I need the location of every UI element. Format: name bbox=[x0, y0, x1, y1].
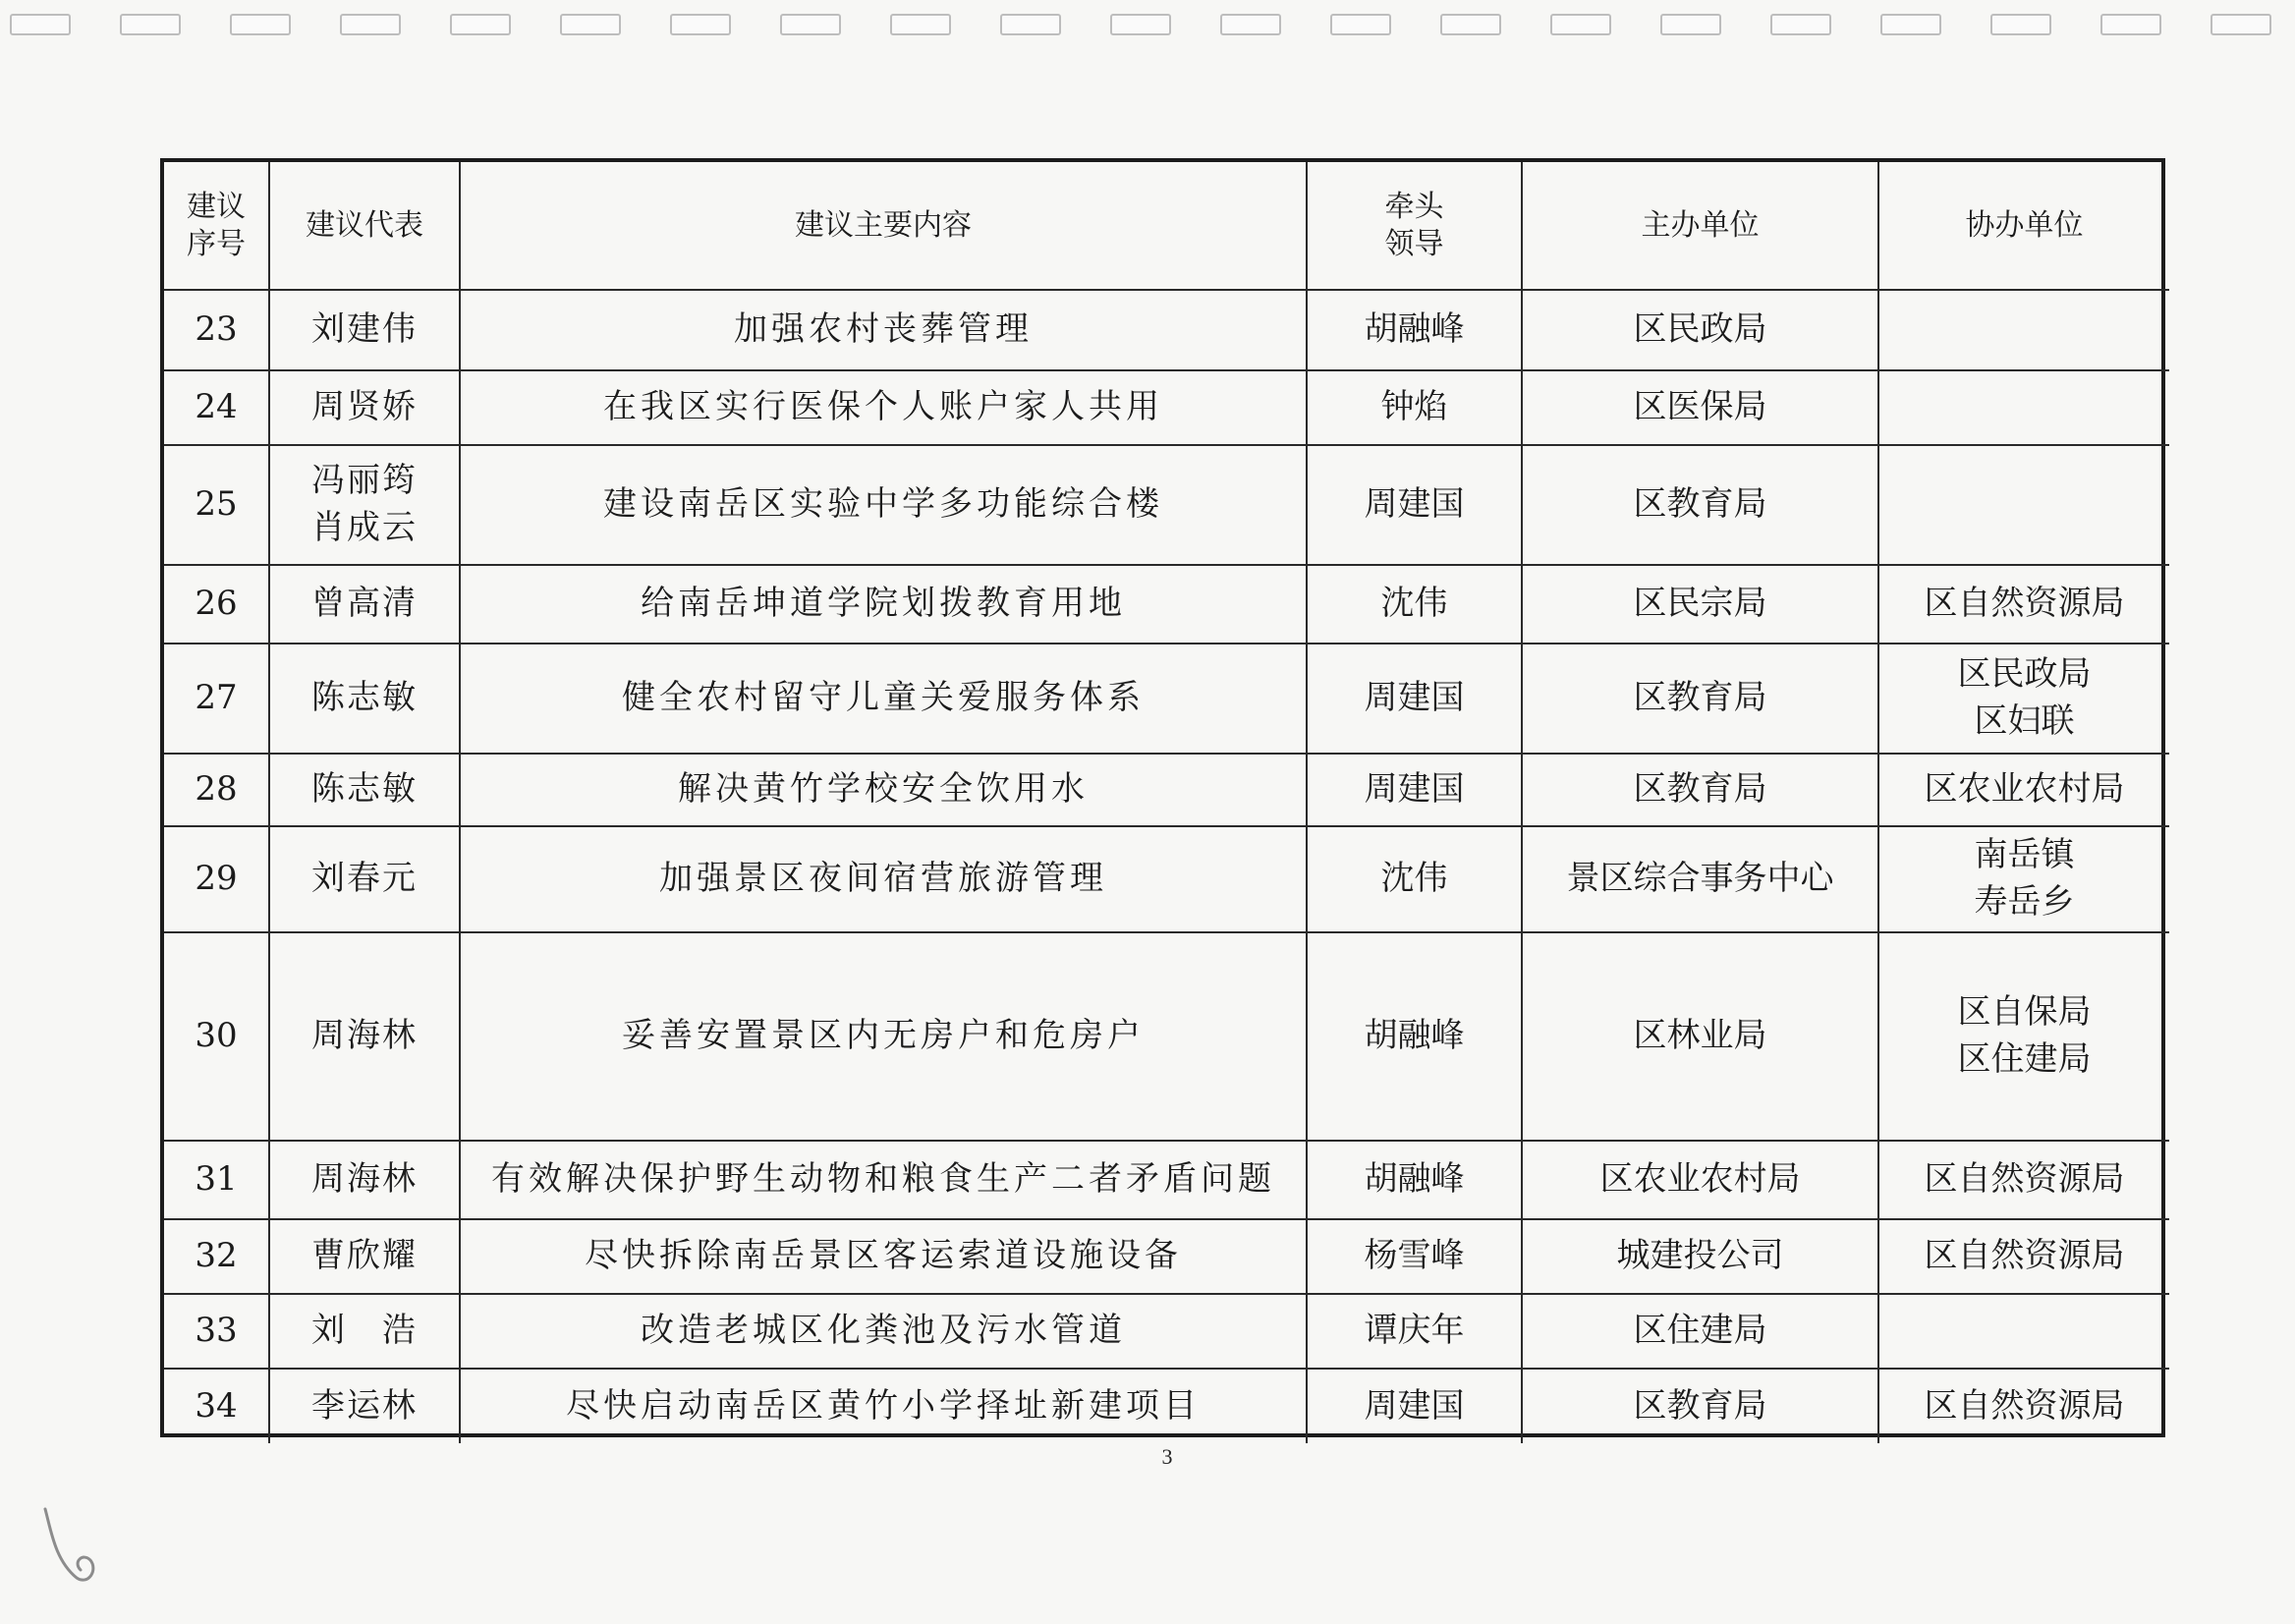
punch-hole bbox=[340, 14, 401, 35]
cell-content: 解决黄竹学校安全饮用水 bbox=[460, 754, 1307, 826]
representative-name: 周海林 bbox=[311, 1016, 418, 1056]
cell-representative bbox=[269, 644, 460, 754]
pen-mark bbox=[37, 1501, 126, 1590]
punch-hole bbox=[1330, 14, 1391, 35]
cell-assist-unit bbox=[1878, 370, 2169, 445]
cell-host-unit: 区教育局 bbox=[1522, 644, 1878, 754]
table-row bbox=[164, 1219, 2169, 1294]
cell-assist-unit bbox=[1878, 1294, 2169, 1369]
punch-hole bbox=[2100, 14, 2161, 35]
cell-seq: 30 bbox=[164, 932, 269, 1141]
cell-content: 在我区实行医保个人账户家人共用 bbox=[460, 370, 1307, 445]
cell-leader: 沈伟 bbox=[1307, 565, 1522, 644]
punch-hole bbox=[670, 14, 731, 35]
punch-hole bbox=[2211, 14, 2271, 35]
representative-name: 刘春元 bbox=[311, 859, 418, 899]
assist-unit-name: 区住建局 bbox=[1957, 1039, 2092, 1079]
representative-name: 周贤娇 bbox=[311, 387, 418, 427]
cell-leader: 沈伟 bbox=[1307, 826, 1522, 932]
cell-seq: 29 bbox=[164, 826, 269, 932]
cell-content: 妥善安置景区内无房户和危房户 bbox=[460, 932, 1307, 1141]
representative-name: 曾高清 bbox=[311, 584, 418, 624]
cell-content: 加强景区夜间宿营旅游管理 bbox=[460, 826, 1307, 932]
cell-content: 尽快拆除南岳景区客运索道设施设备 bbox=[460, 1219, 1307, 1294]
assist-unit-name: 区自然资源局 bbox=[1924, 1236, 2125, 1276]
cell-representative bbox=[269, 370, 460, 445]
cell-assist-unit bbox=[1878, 644, 2169, 754]
punch-hole bbox=[1770, 14, 1831, 35]
cell-leader: 周建国 bbox=[1307, 754, 1522, 826]
header-assist-unit: 协办单位 bbox=[1878, 162, 2169, 290]
punch-hole bbox=[1660, 14, 1721, 35]
cell-leader: 周建国 bbox=[1307, 445, 1522, 565]
cell-host-unit: 区教育局 bbox=[1522, 754, 1878, 826]
punch-hole bbox=[10, 14, 71, 35]
cell-leader: 胡融峰 bbox=[1307, 290, 1522, 370]
cell-seq: 28 bbox=[164, 754, 269, 826]
assist-unit-name: 南岳镇 bbox=[1974, 835, 2075, 875]
punch-hole bbox=[1990, 14, 2051, 35]
cell-representative bbox=[269, 1294, 460, 1369]
punch-hole bbox=[1220, 14, 1281, 35]
cell-assist-unit bbox=[1878, 754, 2169, 826]
cell-host-unit: 区住建局 bbox=[1522, 1294, 1878, 1369]
cell-leader: 胡融峰 bbox=[1307, 932, 1522, 1141]
cell-leader: 杨雪峰 bbox=[1307, 1219, 1522, 1294]
representative-name: 刘建伟 bbox=[311, 309, 418, 350]
cell-seq: 33 bbox=[164, 1294, 269, 1369]
table-row bbox=[164, 1369, 2169, 1443]
cell-seq: 25 bbox=[164, 445, 269, 565]
cell-host-unit: 区教育局 bbox=[1522, 1369, 1878, 1443]
punch-hole bbox=[1550, 14, 1611, 35]
page-number: 3 bbox=[1161, 1444, 1173, 1469]
cell-representative bbox=[269, 290, 460, 370]
punch-hole bbox=[1880, 14, 1941, 35]
cell-seq: 34 bbox=[164, 1369, 269, 1443]
suggestion-table bbox=[164, 162, 2169, 1443]
assist-unit-name: 区自然资源局 bbox=[1924, 1385, 2125, 1426]
punch-hole bbox=[230, 14, 291, 35]
assist-unit-name: 寿岳乡 bbox=[1974, 882, 2075, 922]
punch-hole bbox=[1110, 14, 1171, 35]
cell-representative bbox=[269, 826, 460, 932]
representative-name: 陈志敏 bbox=[311, 769, 418, 810]
representative-name: 周海林 bbox=[311, 1159, 418, 1200]
table-header-row bbox=[164, 162, 2169, 290]
representative-name: 刘 浩 bbox=[311, 1311, 418, 1351]
header-host-unit: 主办单位 bbox=[1522, 162, 1878, 290]
cell-host-unit: 区民政局 bbox=[1522, 290, 1878, 370]
header-seq: 建议 序号 bbox=[164, 162, 269, 290]
cell-assist-unit bbox=[1878, 290, 2169, 370]
table-row bbox=[164, 754, 2169, 826]
punch-hole-strip bbox=[0, 14, 2295, 43]
assist-unit-name: 区自然资源局 bbox=[1924, 584, 2125, 624]
cell-representative bbox=[269, 754, 460, 826]
cell-assist-unit bbox=[1878, 826, 2169, 932]
cell-assist-unit bbox=[1878, 1369, 2169, 1443]
cell-host-unit: 区医保局 bbox=[1522, 370, 1878, 445]
cell-content: 有效解决保护野生动物和粮食生产二者矛盾问题 bbox=[460, 1141, 1307, 1219]
cell-seq: 31 bbox=[164, 1141, 269, 1219]
cell-host-unit: 区农业农村局 bbox=[1522, 1141, 1878, 1219]
punch-hole bbox=[120, 14, 181, 35]
cell-representative bbox=[269, 445, 460, 565]
cell-assist-unit bbox=[1878, 932, 2169, 1141]
table-row bbox=[164, 932, 2169, 1141]
cell-seq: 24 bbox=[164, 370, 269, 445]
cell-content: 尽快启动南岳区黄竹小学择址新建项目 bbox=[460, 1369, 1307, 1443]
header-leader: 牵头 领导 bbox=[1307, 162, 1522, 290]
cell-content: 给南岳坤道学院划拨教育用地 bbox=[460, 565, 1307, 644]
cell-assist-unit bbox=[1878, 565, 2169, 644]
table-row bbox=[164, 826, 2169, 932]
cell-representative bbox=[269, 1141, 460, 1219]
punch-hole bbox=[890, 14, 951, 35]
cell-seq: 23 bbox=[164, 290, 269, 370]
punch-hole bbox=[450, 14, 511, 35]
assist-unit-name: 区妇联 bbox=[1974, 701, 2075, 741]
representative-name: 曹欣耀 bbox=[311, 1236, 418, 1276]
cell-leader: 周建国 bbox=[1307, 644, 1522, 754]
table-row bbox=[164, 370, 2169, 445]
cell-leader: 谭庆年 bbox=[1307, 1294, 1522, 1369]
representative-name: 陈志敏 bbox=[311, 678, 418, 718]
cell-host-unit: 区教育局 bbox=[1522, 445, 1878, 565]
cell-host-unit: 景区综合事务中心 bbox=[1522, 826, 1878, 932]
representative-name: 李运林 bbox=[311, 1385, 418, 1426]
cell-content: 加强农村丧葬管理 bbox=[460, 290, 1307, 370]
cell-assist-unit bbox=[1878, 1219, 2169, 1294]
table-row bbox=[164, 1141, 2169, 1219]
table-row bbox=[164, 290, 2169, 370]
header-content: 建议主要内容 bbox=[460, 162, 1307, 290]
punch-hole bbox=[1440, 14, 1501, 35]
cell-seq: 26 bbox=[164, 565, 269, 644]
suggestion-table-frame bbox=[160, 158, 2165, 1437]
punch-hole bbox=[560, 14, 621, 35]
assist-unit-name: 区自保局 bbox=[1957, 992, 2092, 1033]
cell-content: 建设南岳区实验中学多功能综合楼 bbox=[460, 445, 1307, 565]
representative-name: 肖成云 bbox=[311, 508, 418, 547]
cell-seq: 27 bbox=[164, 644, 269, 754]
cell-representative bbox=[269, 932, 460, 1141]
cell-leader: 胡融峰 bbox=[1307, 1141, 1522, 1219]
table-row bbox=[164, 1294, 2169, 1369]
cell-host-unit: 城建投公司 bbox=[1522, 1219, 1878, 1294]
assist-unit-name: 区民政局 bbox=[1957, 654, 2092, 695]
cell-assist-unit bbox=[1878, 1141, 2169, 1219]
cell-representative bbox=[269, 1369, 460, 1443]
punch-hole bbox=[1000, 14, 1061, 35]
cell-assist-unit bbox=[1878, 445, 2169, 565]
table-row bbox=[164, 565, 2169, 644]
cell-leader: 钟焰 bbox=[1307, 370, 1522, 445]
cell-host-unit: 区民宗局 bbox=[1522, 565, 1878, 644]
cell-leader: 周建国 bbox=[1307, 1369, 1522, 1443]
table-row bbox=[164, 644, 2169, 754]
cell-seq: 32 bbox=[164, 1219, 269, 1294]
punch-hole bbox=[780, 14, 841, 35]
cell-representative bbox=[269, 565, 460, 644]
header-representative: 建议代表 bbox=[269, 162, 460, 290]
representative-name: 冯丽筠 bbox=[311, 461, 418, 501]
cell-representative bbox=[269, 1219, 460, 1294]
table-row bbox=[164, 445, 2169, 565]
assist-unit-name: 区农业农村局 bbox=[1924, 769, 2125, 810]
cell-content: 健全农村留守儿童关爱服务体系 bbox=[460, 644, 1307, 754]
assist-unit-name: 区自然资源局 bbox=[1924, 1159, 2125, 1200]
cell-host-unit: 区林业局 bbox=[1522, 932, 1878, 1141]
cell-content: 改造老城区化粪池及污水管道 bbox=[460, 1294, 1307, 1369]
